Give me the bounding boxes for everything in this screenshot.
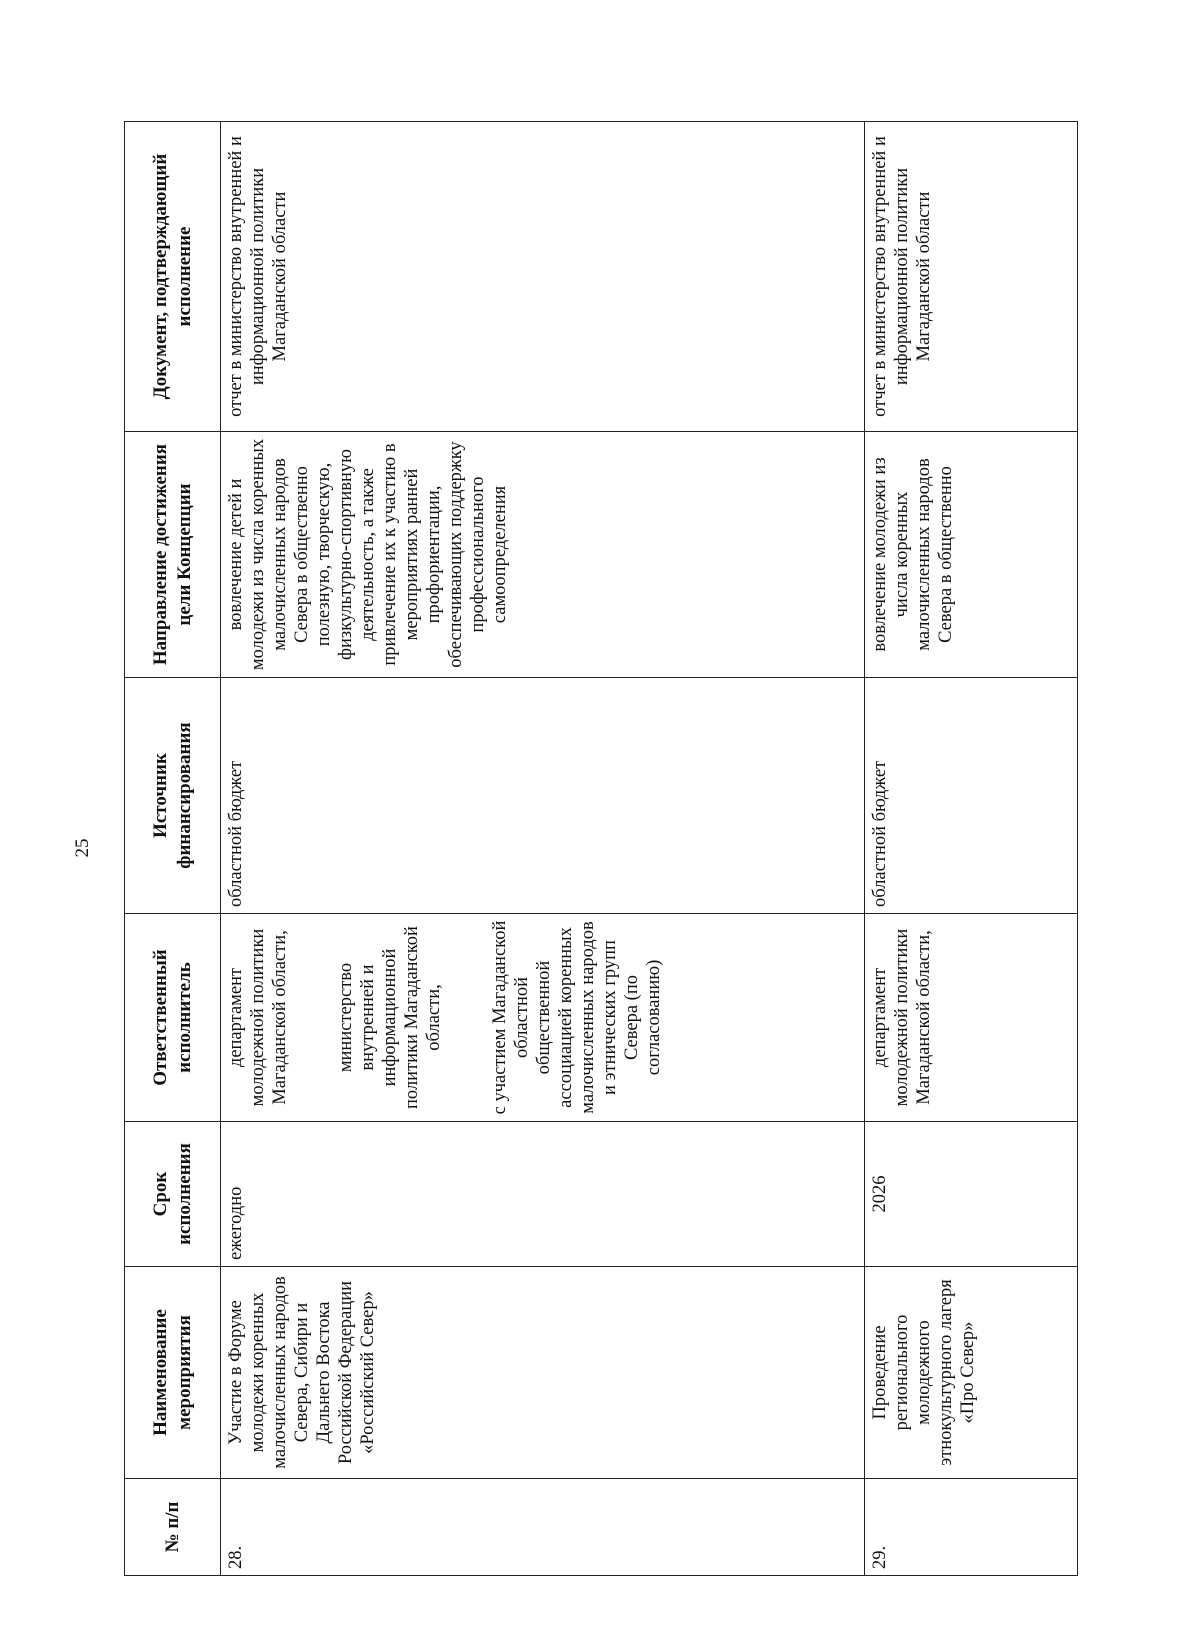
row-responsible [221, 914, 865, 1122]
header-source: Источник финансирования [125, 678, 221, 914]
row-direction: вовлечение детей и молодежи из числа коренных малочисленных народов Севера в общественно полезную, творческую, физкультурно-спортивную деятельность, а также привлечение их к участию в мероприятиях ранней профориентации, обеспечивающих поддержку профессионального самоопределения [221, 432, 865, 678]
page-number: 25 [72, 838, 93, 858]
header-num: № п/п [125, 1479, 221, 1576]
spacer [291, 920, 335, 1115]
row-num: 29. [865, 1479, 1078, 1576]
row-term: 2026 [865, 1122, 1078, 1267]
table-row [221, 122, 865, 1576]
row-source: областной бюджет [865, 678, 1078, 914]
row-direction: вовлечение молодежи из числа коренных малочисленных народов Севера в общественно [865, 432, 1078, 678]
activities-table [124, 121, 1078, 1576]
header-direction: Направление достижения цели Концепции [125, 432, 221, 678]
row-source: областной бюджет [221, 678, 865, 914]
table-row [865, 122, 1078, 1576]
row-name: Участие в Форуме молодежи коренных малочисленных народов Севера, Сибири и Дальнего Востока Российской Федерации «Российский Север» [221, 1267, 865, 1479]
row-term: ежегодно [221, 1122, 865, 1267]
header-document: Документ, подтверждающий исполнение [125, 122, 221, 432]
table-header-row [125, 122, 221, 1576]
header-term: Срок исполнения [125, 1122, 221, 1267]
responsible-part-3: с участием Магаданской областной общественной ассоциацией коренных малочисленных народов и этнических групп Севера (по согласованию) [490, 920, 664, 1115]
responsible-part-1: департамент молодежной политики Магаданской области, [226, 928, 290, 1107]
row-document: отчет в министерство внутренней и информационной политики Магаданской области [221, 122, 865, 432]
row-responsible: департамент молодежной политики Магаданской области, [865, 914, 1078, 1122]
row-num: 28. [221, 1479, 865, 1576]
row-name: Проведение регионального молодежного этнокультурного лагеря «Про Север» [865, 1267, 1078, 1479]
header-responsible: Ответственный исполнитель [125, 914, 221, 1122]
spacer [445, 920, 489, 1115]
rotated-table-container [124, 122, 1077, 1576]
row-document: отчет в министерство внутренней и информационной политики Магаданской области [865, 122, 1078, 432]
header-name: Наименование мероприятия [125, 1267, 221, 1479]
responsible-part-2: министерство внутренней и информационной политики Магаданской области, [336, 926, 444, 1109]
